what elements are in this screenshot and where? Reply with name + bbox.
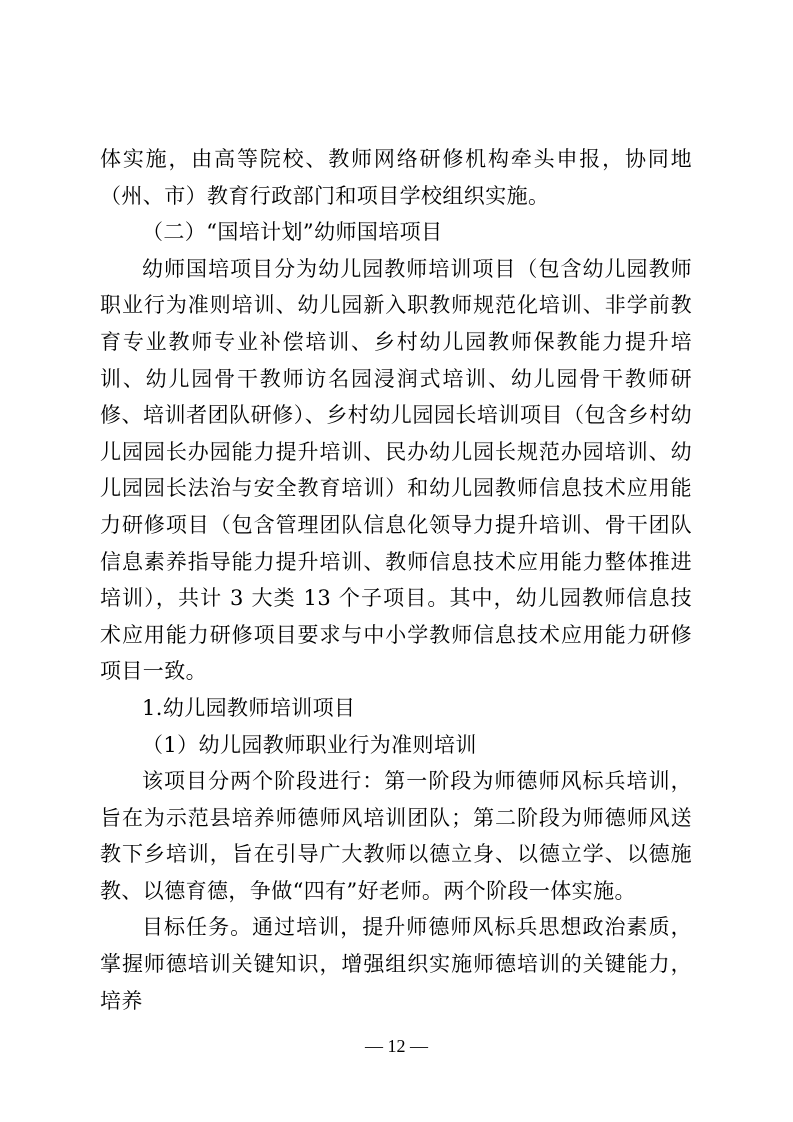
paragraph-two-stages: 该项目分两个阶段进行：第一阶段为师德师风标兵培训，旨在为示范县培养师德师风培训团队；第二阶段为师德师风送教下乡培训，旨在引导广大教师以德立身、以德立学、以德施教、以德育德，争做“四有”好老师。两个阶段一体实施。: [100, 769, 692, 903]
subsection-heading-teacher-training: 1.幼儿园教师培训项目: [142, 695, 356, 720]
paragraph-objectives: 目标任务。通过培训，提升师德师风标兵思想政治素质，掌握师德培训关键知识，增强组织实施师德培训的关键能力，培养: [100, 915, 692, 1013]
paragraph-program-overview: 幼师国培项目分为幼儿园教师培训项目（包含幼儿园教师职业行为准则培训、幼儿园新入职教师规范化培训、非学前教育专业教师专业补偿培训、乡村幼儿园教师保教能力提升培训、幼儿园骨干教师访名园浸润式培训、幼儿园骨干教师研修、培训者团队研修）、乡村幼儿园园长培训项目（包含乡村幼儿园园长办园能力提升培训、民办幼儿园长规范办园培训、幼儿园园长法治与安全教育培训）和幼儿园教师信息技术应用能力研修项目（包含管理团队信息化领导力提升培训、骨干团队信息素养指导能力提升培训、教师信息技术应用能力整体推进培训），共计 3 大类 13 个子项目。其中，幼儿园教师信息技术应用能力研修项目要求与中小学教师信息技术应用能力研修项目一致。: [100, 256, 692, 684]
page-number: — 12 —: [365, 1036, 428, 1056]
section-heading-preschool-program: （二）“国培计划”幼师国培项目: [142, 220, 443, 245]
item-heading-code-of-conduct: （1）幼儿园教师职业行为准则培训: [142, 732, 477, 757]
paragraph-continuation: 体实施，由高等院校、教师网络研修机构牵头申报，协同地（州、市）教育行政部门和项目学校组织实施。: [100, 147, 692, 208]
document-body: [100, 141, 692, 1019]
